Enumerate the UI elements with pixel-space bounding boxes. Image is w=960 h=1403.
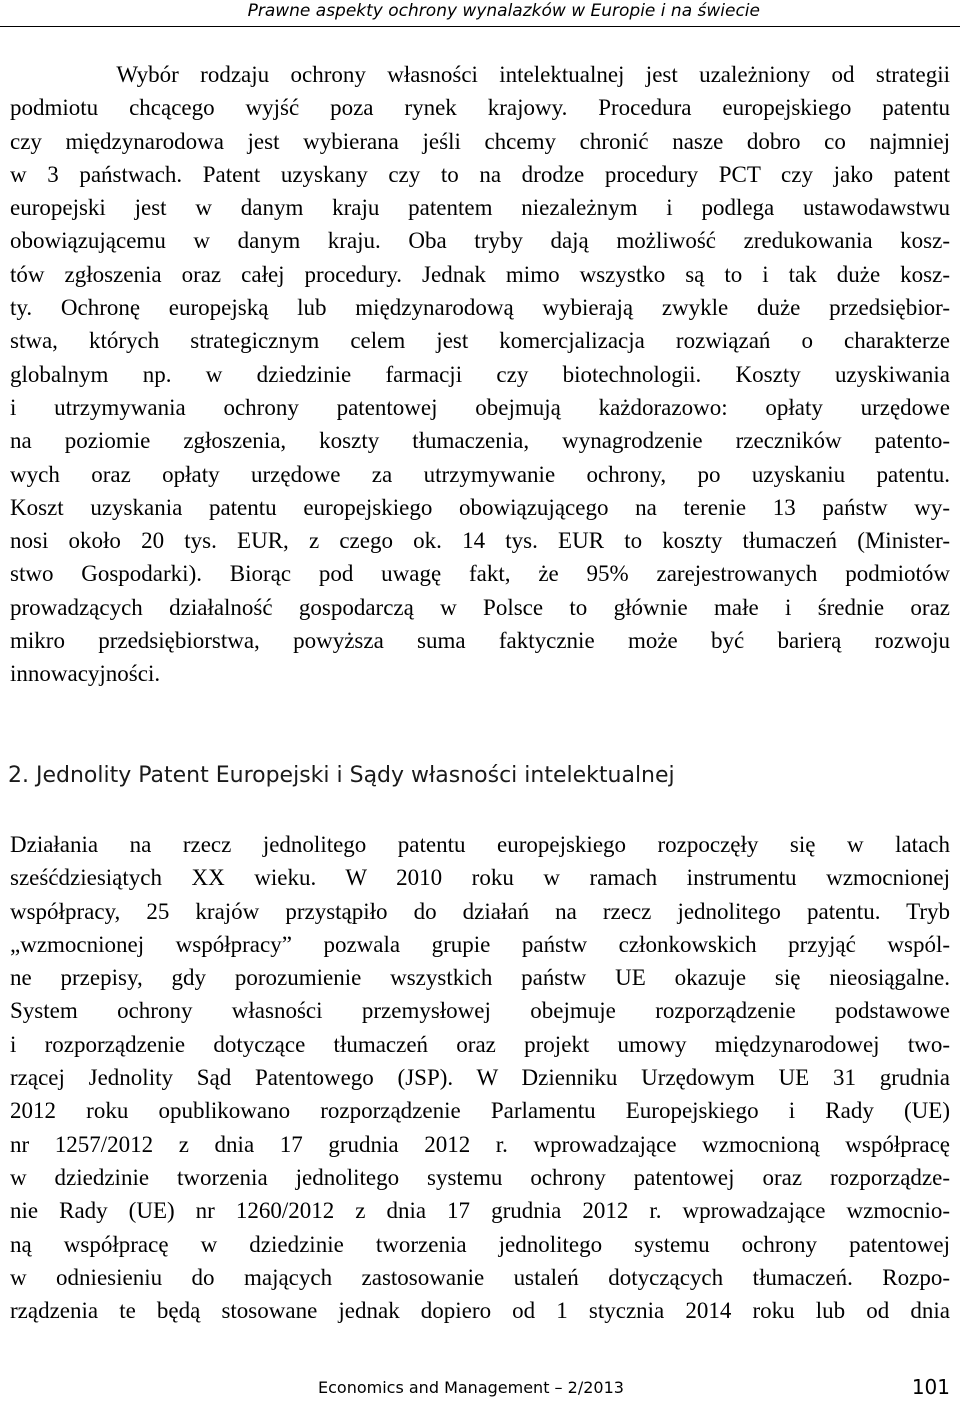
text-line: prowadzących działalność gospodarczą w Polsce to głównie małe i średnie oraz bbox=[10, 594, 950, 620]
text-line: ną współpracę w dziedzinie tworzenia jednolitego systemu ochrony patentowej bbox=[10, 1231, 950, 1257]
text-line: nr 1257/2012 z dnia 17 grudnia 2012 r. wprowadzające wzmocnioną współpracę bbox=[10, 1131, 950, 1157]
text-line: sześćdziesiątych XX wieku. W 2010 roku w ramach instrumentu wzmocnionej bbox=[10, 865, 950, 891]
text-line: w dziedzinie tworzenia jednolitego systemu ochrony patentowej oraz rozporządze- bbox=[10, 1164, 950, 1190]
paragraph-costs bbox=[10, 58, 950, 691]
text-line: podmiotu chcącego wyjść poza rynek krajowy. Procedura europejskiego patentu bbox=[10, 95, 950, 121]
text-line: wych oraz opłaty urzędowe za utrzymywanie ochrony, po uzyskaniu patentu. bbox=[10, 461, 950, 487]
text-line: współpracy, 25 krajów przystąpiło do działań na rzecz jednolitego patentu. Tryb bbox=[10, 898, 950, 924]
text-line: Działania na rzecz jednolitego patentu europejskiego rozpoczęły się w latach bbox=[10, 832, 950, 857]
text-line: „wzmocnionej współpracy” pozwala grupie państw członkowskich przyjąć wspól- bbox=[10, 931, 950, 957]
header-divider bbox=[0, 26, 960, 27]
text-line: czy międzynarodowa jest wybierana jeśli chcemy chronić nasze dobro co najmniej bbox=[10, 128, 950, 154]
text-line: nosi około 20 tys. EUR, z czego ok. 14 tys. EUR to koszty tłumaczeń (Minister- bbox=[10, 528, 950, 554]
text-line: rządzenia te będą stosowane jednak dopiero od 1 stycznia 2014 roku lub od dnia bbox=[10, 1298, 950, 1324]
running-header: Prawne aspekty ochrony wynalazków w Europie i na świecie bbox=[247, 1, 760, 21]
text-line: europejski jest w danym kraju patentem niezależnym i podlega ustawodawstwu bbox=[10, 195, 950, 221]
text-line: rzącej Jednolity Sąd Patentowego (JSP). W Dzienniku Urzędowym UE 31 grudnia bbox=[10, 1065, 950, 1091]
text-line: 2012 roku opublikowano rozporządzenie Parlamentu Europejskiego i Rady (UE) bbox=[10, 1098, 950, 1124]
text-line: globalnym np. w dziedzinie farmacji czy biotechnologii. Koszty uzyskiwania bbox=[10, 361, 950, 387]
text-line: obowiązującemu w danym kraju. Oba tryby dają możliwość zredukowania kosz- bbox=[10, 228, 950, 254]
text-line: nie Rady (UE) nr 1260/2012 z dnia 17 grudnia 2012 r. wprowadzające wzmocnio- bbox=[10, 1198, 950, 1224]
text-line: stwo Gospodarki). Biorąc pod uwagę fakt, że 95% zarejestrowanych podmiotów bbox=[10, 561, 950, 587]
text-line: w odniesieniu do mających zastosowanie ustaleń dotyczących tłumaczeń. Rozpo- bbox=[10, 1264, 950, 1290]
text-line: tów zgłoszenia oraz całej procedury. Jednak mimo wszystko są to i tak duże kosz- bbox=[10, 261, 950, 287]
footer-journal-title: Economics and Management – 2/2013 bbox=[318, 1378, 624, 1397]
text-line: w 3 państwach. Patent uzyskany czy to na drodze procedury PCT czy jako patent bbox=[10, 161, 950, 187]
footer-page-number: 101 bbox=[911, 1375, 950, 1399]
text-line: Wybór rodzaju ochrony własności intelektualnej jest uzależniony od strategii bbox=[10, 62, 950, 87]
text-line: i utrzymywania ochrony patentowej obejmują każdorazowo: opłaty urzędowe bbox=[10, 394, 950, 420]
text-line: mikro przedsiębiorstwa, powyższa suma faktycznie może być barierą rozwoju bbox=[10, 628, 950, 654]
text-line: ne przepisy, gdy porozumienie wszystkich państw UE okazuje się nieosiągalne. bbox=[10, 965, 950, 991]
text-line: stwa, których strategicznym celem jest komercjalizacja rozwiązań o charakterze bbox=[10, 328, 950, 354]
text-line: i rozporządzenie dotyczące tłumaczeń oraz projekt umowy międzynarodowej two- bbox=[10, 1031, 950, 1057]
text-line: ty. Ochronę europejską lub międzynarodową wybierają zwykle duże przedsiębior- bbox=[10, 295, 950, 321]
section-heading: 2. Jednolity Patent Europejski i Sądy własności intelektualnej bbox=[8, 763, 675, 788]
text-line: na poziomie zgłoszenia, koszty tłumaczenia, wynagrodzenie rzeczników patento- bbox=[10, 428, 950, 454]
text-line: System ochrony własności przemysłowej obejmuje rozporządzenie podstawowe bbox=[10, 998, 950, 1024]
paragraph-unitary-patent bbox=[10, 828, 950, 1327]
text-line: innowacyjności. bbox=[10, 661, 161, 687]
text-line: Koszt uzyskania patentu europejskiego obowiązującego na terenie 13 państw wy- bbox=[10, 494, 950, 520]
